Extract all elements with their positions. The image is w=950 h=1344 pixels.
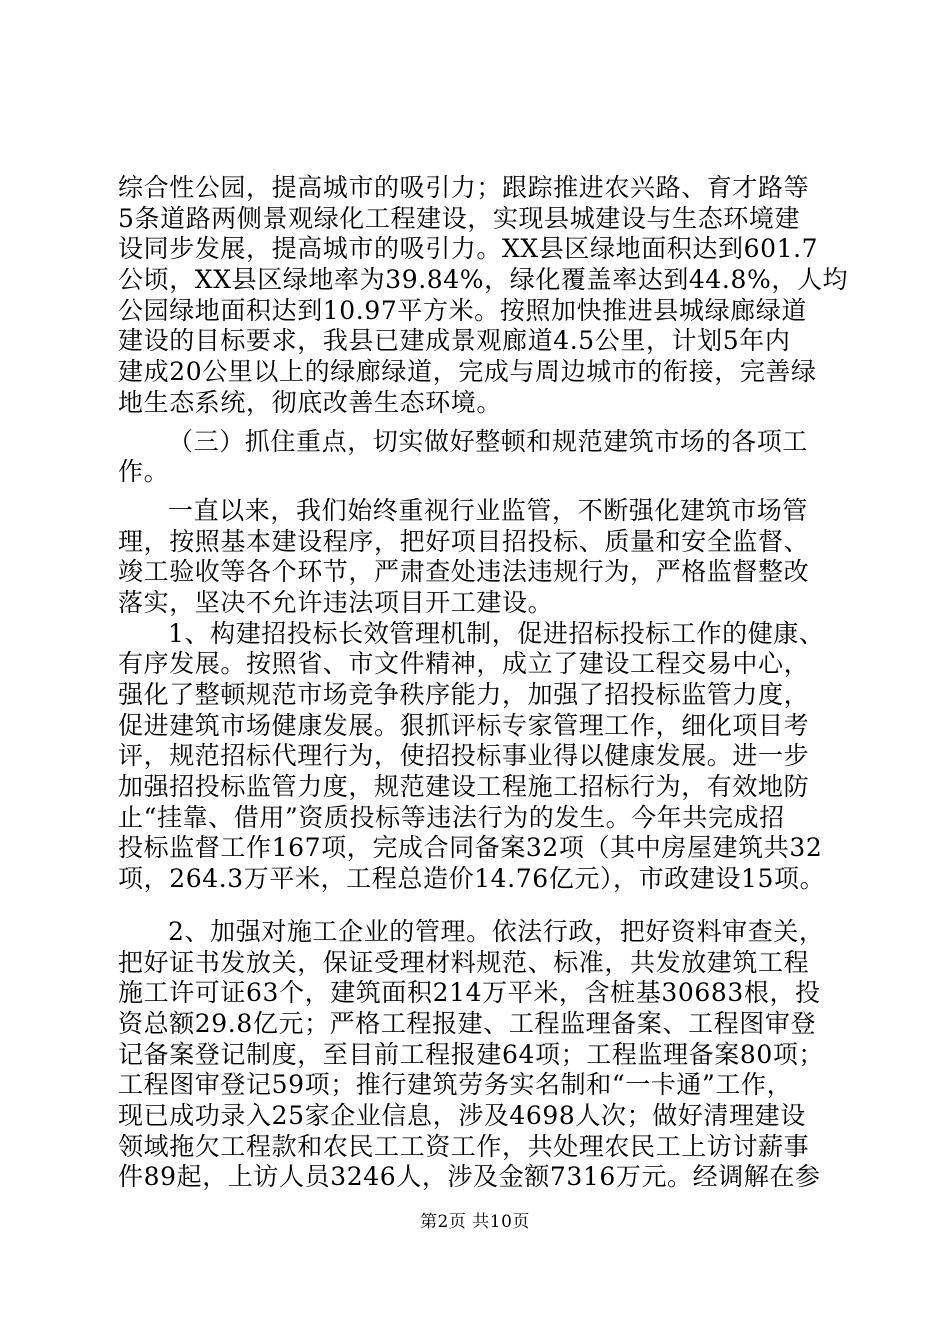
section-heading: （三）抓住重点，切实做好整顿和规范建筑市场的各项工 [168,426,809,456]
text-line: 工程图审登记59项；推行建筑劳务实名制和“一卡通”工作， [118,1070,793,1100]
text-line: 领域拖欠工程款和农民工工资工作，共处理农民工上访讨薪事 [118,1131,810,1161]
text-line: 记备案登记制度，至目前工程报建64项；工程监理备案80项； [118,1039,825,1069]
text-line: 地生态系统，彻底改善生态环境。 [118,387,503,417]
text-line: 竣工验收等各个环节，严肃查处违法违规行为，严格监督整改 [118,557,810,587]
text-line: 公顷，XX县区绿地率为39.84%，绿化覆盖率达到44.8%，人均 [118,265,849,295]
text-line: 落实，坚决不允许违法项目开工建设。 [118,587,554,617]
section-heading-cont: 作。 [118,457,170,487]
text-line: 公园绿地面积达到10.97平方米。按照加快推进县城绿廊绿道 [118,295,807,325]
text-line: 设同步发展，提高城市的吸引力。XX县区绿地面积达到601.7 [118,234,819,264]
page-number-footer: 第2页 共10页 [420,1212,530,1232]
text-line: 1、构建招投标长效管理机制，促进招标投标工作的健康、 [168,618,825,648]
text-line: 综合性公园，提高城市的吸引力；跟踪推进农兴路、育才路等 [118,173,810,202]
text-line: 施工许可证63个，建筑面积214万平米，含桩基30683根，投 [118,978,821,1008]
text-line: 项，264.3万平米，工程总造价14.76亿元），市政建设15项。 [118,864,826,894]
text-line: 现已成功录入25家企业信息，涉及4698人次；做好清理建设 [118,1100,806,1130]
text-line: 加强招投标监管力度，规范建设工程施工招标行为，有效地防 [118,772,810,802]
text-line: 件89起，上访人员3246人，涉及金额7316万元。经调解在参 [118,1162,821,1192]
text-line: 有序发展。按照省、市文件精神，成立了建设工程交易中心， [118,649,810,679]
text-line: 投标监督工作167项，完成合同备案32项（其中房屋建筑共32 [118,833,823,863]
text-line: 资总额29.8亿元；严格工程报建、工程监理备案、工程图审登 [118,1008,817,1038]
text-line: 理，按照基本建设程序，把好项目招投标、质量和安全监督、 [118,526,810,556]
text-line: 把好证书发放关，保证受理材料规范、标准，共发放建筑工程 [118,947,810,977]
document-body [118,173,848,1193]
text-line: 强化了整顿规范市场竞争秩序能力，加强了招投标监管力度， [118,680,810,709]
text-line: 促进建筑市场健康发展。狠抓评标专家管理工作，细化项目考 [118,710,810,740]
text-line: 一直以来，我们始终重视行业监管，不断强化建筑市场管 [168,495,809,525]
text-line: 2、加强对施工企业的管理。依法行政，把好资料审查关， [168,916,825,946]
text-line: 评，规范招标代理行为，使招投标事业得以健康发展。进一步 [118,741,810,771]
text-line: 建设的目标要求，我县已建成景观廊道4.5公里，计划5年内 [118,326,791,356]
text-line: 建成20公里以上的绿廊绿道，完成与周边城市的衔接，完善绿 [118,357,817,387]
text-line: 5条道路两侧景观绿化工程建设，实现县城建设与生态环境建 [118,203,801,233]
text-line: 止“挂靠、借用”资质投标等违法行为的发生。今年共完成招 [118,802,785,832]
